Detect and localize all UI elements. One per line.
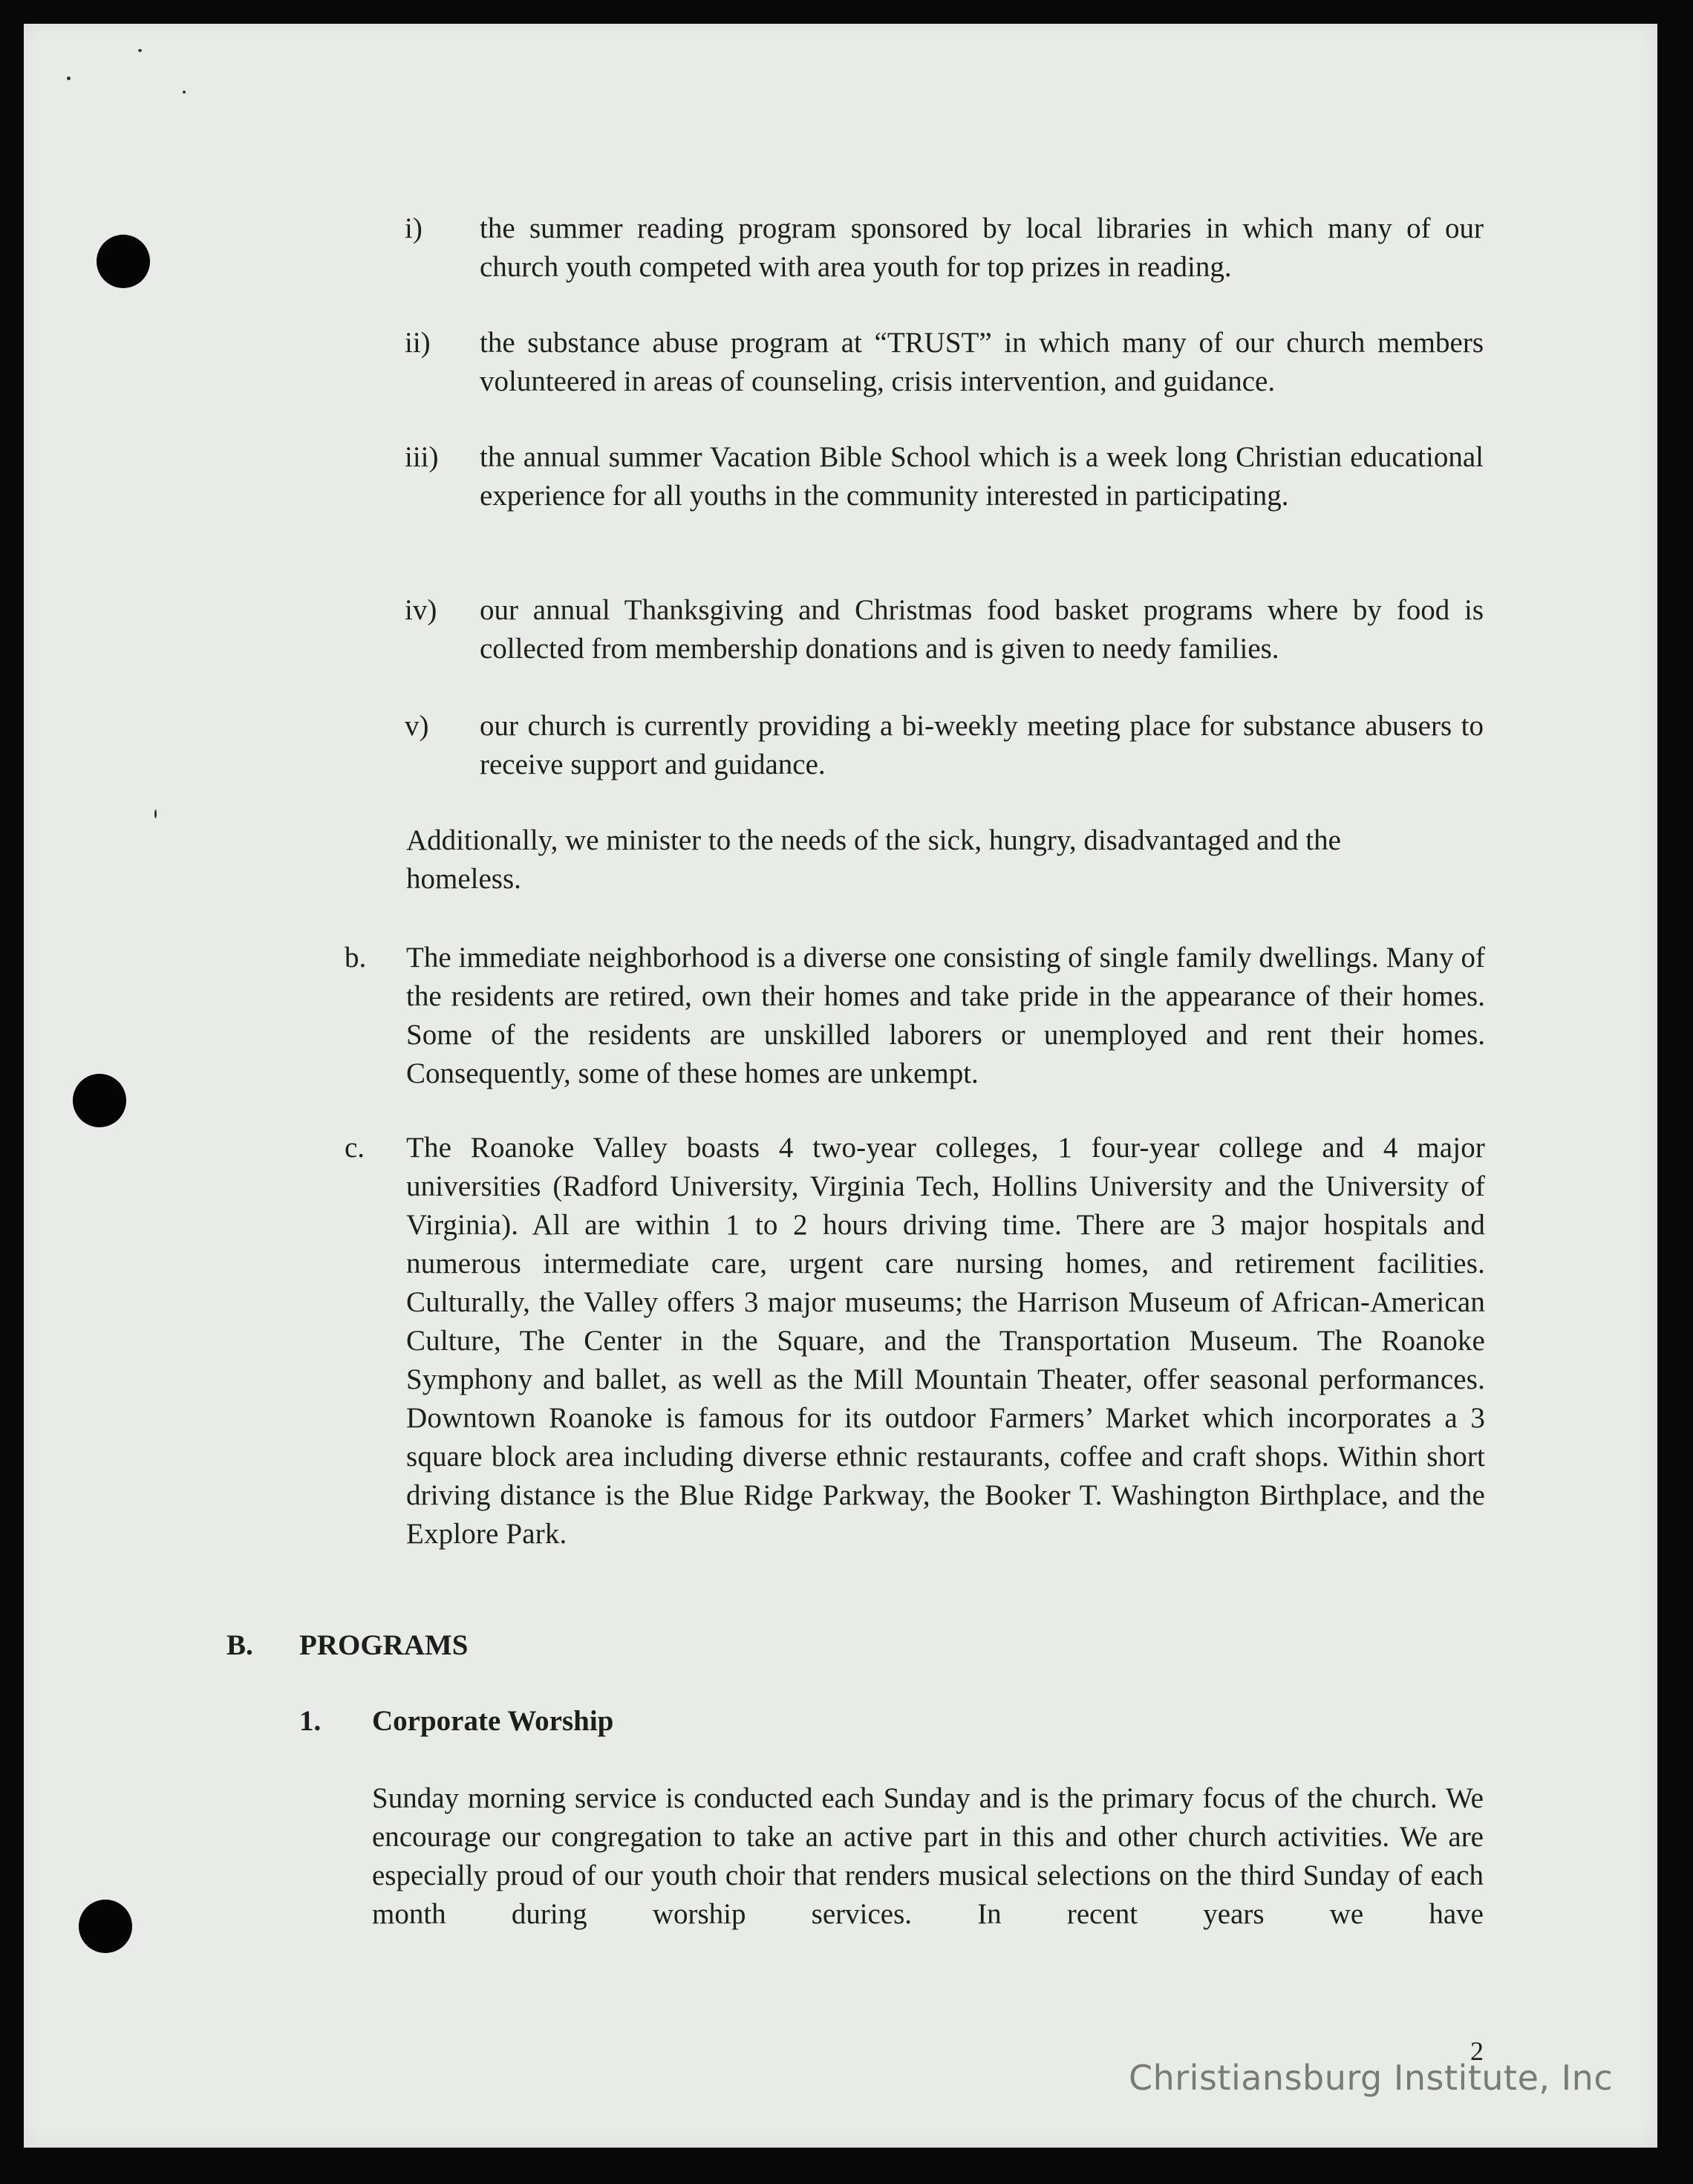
- subsection-title: Corporate Worship: [372, 1705, 614, 1737]
- list-marker: iii): [405, 441, 439, 473]
- subsection-marker: 1.: [299, 1705, 322, 1737]
- additionally-paragraph: Additionally, we minister to the needs of the sick, hungry, disadvantaged and the homeless.: [406, 824, 1341, 895]
- list-marker: v): [405, 710, 429, 742]
- list-item-text: our church is currently providing a bi-weekly meeting place for substance abusers to receive support and guidance.: [480, 710, 1484, 780]
- list-item-text: our annual Thanksgiving and Christmas food basket programs where by food is collected from membership donations and is given to needy families.: [480, 594, 1484, 665]
- list-marker: c.: [345, 1132, 365, 1164]
- page-number: 2: [1470, 2036, 1484, 2066]
- list-item-text: the substance abuse program at “TRUST” in which many of our church members volunteered in areas of counseling, crisis intervention, and guidance.: [480, 327, 1484, 397]
- list-item-text: the annual summer Vacation Bible School which is a week long Christian educational experience for all youths in the community interested in participating.: [480, 441, 1484, 512]
- list-marker: b.: [345, 942, 367, 974]
- list-marker: ii): [405, 327, 431, 359]
- list-item-text: the summer reading program sponsored by local libraries in which many of our church youth competed with area youth for top prizes in reading.: [480, 212, 1484, 283]
- worship-paragraph: Sunday morning service is conducted each Sunday and is the primary focus of the church. We encourage our congregation to take an active part in this and other church activities. We are especially proud of our youth choir that renders musical selections on the third Sunday of each month during worship services. In recent years we have: [372, 1782, 1484, 1930]
- list-marker: i): [405, 212, 423, 244]
- list-item-text: The Roanoke Valley boasts 4 two-year colleges, 1 four-year college and 4 major universities (Radford University, Virginia Tech, Hollins University and the University of Virginia). All are within 1 to 2 hours driving time. There are 3 major hospitals and numerous intermediate care, urgent care nursing homes, and retirement facilities. Culturally, the Valley offers 3 major museums; the Harrison Museum of African-American Culture, The Center in the Square, and the Transportation Museum. The Roanoke Symphony and ballet, as well as the Mill Mountain Theater, offer seasonal performances. Downtown Roanoke is famous for its outdoor Farmers’ Market which incorporates a 3 square block area including diverse ethnic restaurants, coffee and craft shops. Within short driving distance is the Blue Ridge Parkway, the Booker T. Washington Birthplace, and the Explore Park.: [406, 1132, 1485, 1550]
- section-marker: B.: [226, 1629, 253, 1661]
- section-title: PROGRAMS: [299, 1629, 469, 1661]
- list-marker: iv): [405, 594, 437, 626]
- watermark: Christiansburg Institute, Inc: [1129, 2058, 1614, 2098]
- list-item-text: The immediate neighborhood is a diverse one consisting of single family dwellings. Many of the residents are retired, own their homes and take pride in the appearance of their homes. Some of the residents are unskilled laborers or unemployed and rent their homes. Consequently, some of these homes are unkempt.: [406, 942, 1485, 1089]
